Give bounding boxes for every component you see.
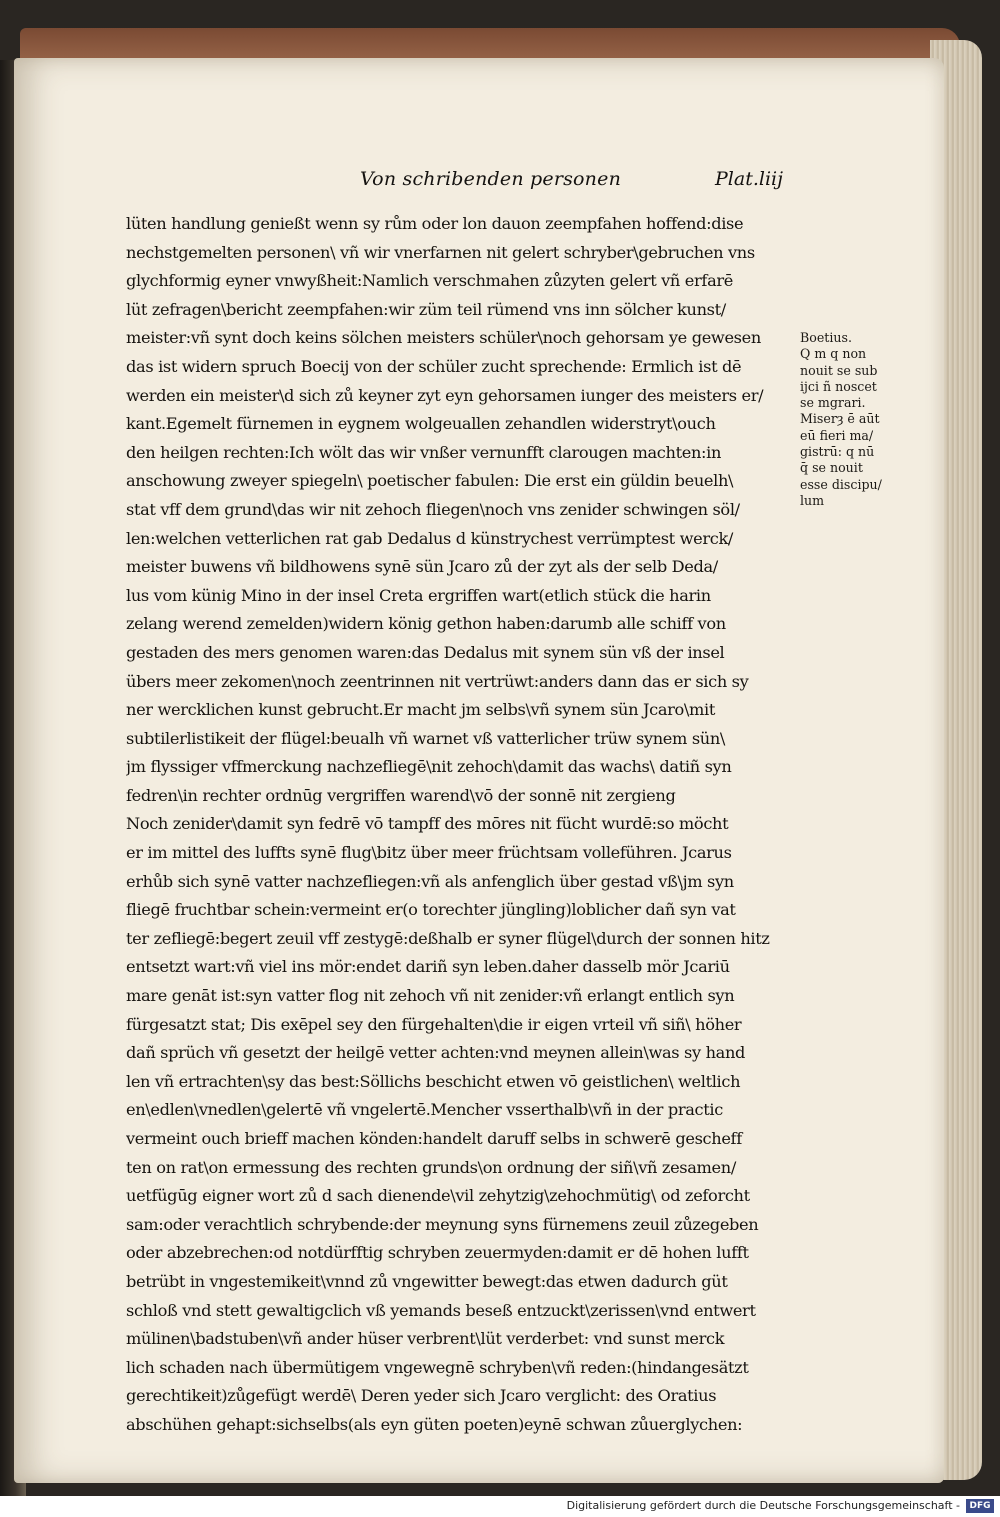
gloss-line: eū fieri ma/ <box>800 427 874 443</box>
text-line: len:welchen vetterlichen rat gab Dedalus d künstrychest verrümptest werck/ <box>126 528 734 548</box>
text-line: lich schaden nach übermütigem vngewegnē schryben\vñ reden:(hindangesätzt <box>126 1357 749 1377</box>
footer-bar <box>0 1496 1000 1517</box>
text-line: kant.Egemelt fürnemen in eygnem wolgeuallen zehandlen widerstryt\ouch <box>126 414 716 434</box>
text-line: zelang werend zemelden)widern könig gethon haben:darumb alle schiff von <box>126 614 726 634</box>
gloss-line: Q m q non <box>800 346 867 362</box>
text-line: ner wercklichen kunst gebrucht.Er macht jm selbs\vñ synem sün Jcaro\mit <box>126 700 716 720</box>
text-line: sam:oder verachtlich schrybende:der meynung syns fürnemens zeuil zůzegeben <box>126 1214 759 1234</box>
text-line: meister:vñ synt doch keins sölchen meisters schüler\noch gehorsam ye gewesen <box>126 328 761 348</box>
text-line: glychformig eyner vnwyßheit:Namlich verschmahen zůzyten gelert vñ erfarē <box>126 271 733 291</box>
text-line: werden ein meister\d sich zů keyner zyt eyn gehorsamen iunger des meisters er/ <box>126 385 764 405</box>
text-line: Noch zenider\damit syn fedrē vō tampff des mōres nit fücht wurdē:so möcht <box>126 814 729 834</box>
gloss-line: lum <box>800 492 825 508</box>
text-line: jm flyssiger vffmerckung nachzefliegē\nit zehoch\damit das wachs\ datiñ syn <box>126 757 732 777</box>
text-line: fedren\in rechter ordnūg vergriffen warend\vō der sonnē nit zergieng <box>126 785 676 805</box>
text-line: lüten handlung genießt wenn sy rům oder lon dauon zeempfahen hoffend:dise <box>126 214 744 233</box>
page-header <box>360 168 800 196</box>
text-line: übers meer zekomen\noch zeentrinnen nit vertrüwt:anders dann das er sich sy <box>126 671 749 691</box>
text-line: subtilerlistikeit der flügel:beualh vñ warnet vß vatterlicher trüw synem sün\ <box>126 728 726 748</box>
text-line: ten on rat\on ermessung des rechten grunds\on ordnung der siñ\vñ zesamen/ <box>126 1157 736 1177</box>
text-line: en\edlen\vnedlen\gelertē vñ vngelertē.Mencher vsserthalb\vñ in der practic <box>126 1100 723 1120</box>
text-line: gerechtikeit)zůgefügt werdē\ Deren yeder sich Jcaro verglicht: des Oratius <box>126 1386 717 1406</box>
text-line: schloß vnd stett gewaltigclich vß yemands beseß entzuckt\zerissen\vnd entwert <box>126 1300 756 1320</box>
text-line: nechstgemelten personen\ vñ wir vnerfarnen nit gelert schryber\gebruchen vns <box>126 242 755 262</box>
text-line: meister buwens vñ bildhowens synē sün Jcaro zů der zyt als der selb Deda/ <box>126 557 718 577</box>
text-line: entsetzt wart:vñ viel ins mör:endet dariñ syn leben.daher dasselb mör Jcariū <box>126 957 730 977</box>
text-line: fürgesatzt stat; Dis exēpel sey den fürgehalten\die ir eigen vrteil vñ siñ\ höher <box>126 1014 742 1034</box>
text-line: den heilgen rechten:Ich wölt das wir vnßer vernunfft clarougen machten:in <box>126 442 722 462</box>
text-line: fliegē fruchtbar schein:vermeint er(o torechter jüngling)loblicher dañ syn vat <box>126 900 736 920</box>
gloss-line: se mgrari. <box>800 395 866 411</box>
text-line: er im mittel des luffts synē flug\bitz über meer früchtsam volleführen. Jcarus <box>126 843 732 863</box>
text-line: dañ sprüch vñ gesetzt der heilgē vetter achten:vnd meynen allein\was sy hand <box>126 1043 746 1063</box>
gloss-line: ijci ñ noscet <box>800 378 877 394</box>
text-line: oder abzebrechen:od notdürfftig schryben zeuermyden:damit er dē hohen lufft <box>126 1243 749 1263</box>
text-line: anschowung zweyer spiegeln\ poetischer fabulen: Die erst ein güldin beuelh\ <box>126 471 734 491</box>
text-line: erhůb sich synē vatter nachzefliegen:vñ als anfenglich über gestad vß\jm syn <box>126 871 734 891</box>
running-title: Von schribenden personen <box>360 168 622 190</box>
funding-credit: Digitalisierung gefördert durch die Deutsche Forschungsgemeinschaft - <box>566 1499 960 1512</box>
gloss-line: q̄ se nouit <box>800 460 863 476</box>
text-line: len vñ ertrachten\sy das best:Söllichs beschicht etwen vō geistlichen\ weltlich <box>126 1071 741 1091</box>
text-line: lus vom künig Mino in der insel Creta ergriffen wart(etlich stück die harin <box>126 585 711 605</box>
folio-number: Plat.liij <box>715 168 783 190</box>
text-line: mülinen\badstuben\vñ ander hüser verbrent\lüt verderbet: vnd sunst merck <box>126 1329 725 1349</box>
gloss-line: esse discipu/ <box>800 476 882 492</box>
text-line: gestaden des mers genomen waren:das Dedalus mit synem sün vß der insel <box>126 642 725 662</box>
text-line: vermeint ouch brieff machen könden:handelt daruff selbs in schwerē gescheff <box>126 1129 742 1148</box>
gloss-line: nouit se sub <box>800 362 878 378</box>
marginal-gloss <box>800 330 900 509</box>
text-line: ter zefliegē:begert zeuil vff zestygē:deßhalb er syner flügel\durch der sonnen hitz <box>126 928 770 948</box>
main-text-block <box>126 210 794 1440</box>
dfg-logo: DFG <box>966 1499 994 1513</box>
text-line: uetfügūg eigner wort zů d sach dienende\vil zehytzig\zehochmütig\ od zeforcht <box>126 1186 750 1206</box>
text-line: lüt zefragen\bericht zeempfahen:wir züm teil rümend vns inn sölcher kunst/ <box>126 299 726 319</box>
text-line: betrübt in vngestemikeit\vnnd zů vngewitter bewegt:das etwen dadurch güt <box>126 1271 728 1291</box>
gloss-line: Miserȝ ē aūt <box>800 411 880 427</box>
gloss-line: gistrū: q nū <box>800 444 875 460</box>
text-line: stat vff dem grund\das wir nit zehoch fliegen\noch vns zenider schwingen söl/ <box>126 499 740 519</box>
text-line: abschühen gehapt:sichselbs(als eyn güten poeten)eynē schwan zůuerglychen: <box>126 1414 743 1434</box>
gloss-line: Boetius. <box>800 330 852 345</box>
text-line: das ist widern spruch Boecij von der schüler zucht sprechende: Ermlich ist dē <box>126 356 742 376</box>
text-line: mare genāt ist:syn vatter flog nit zehoch vñ nit zenider:vñ erlangt entlich syn <box>126 986 735 1006</box>
